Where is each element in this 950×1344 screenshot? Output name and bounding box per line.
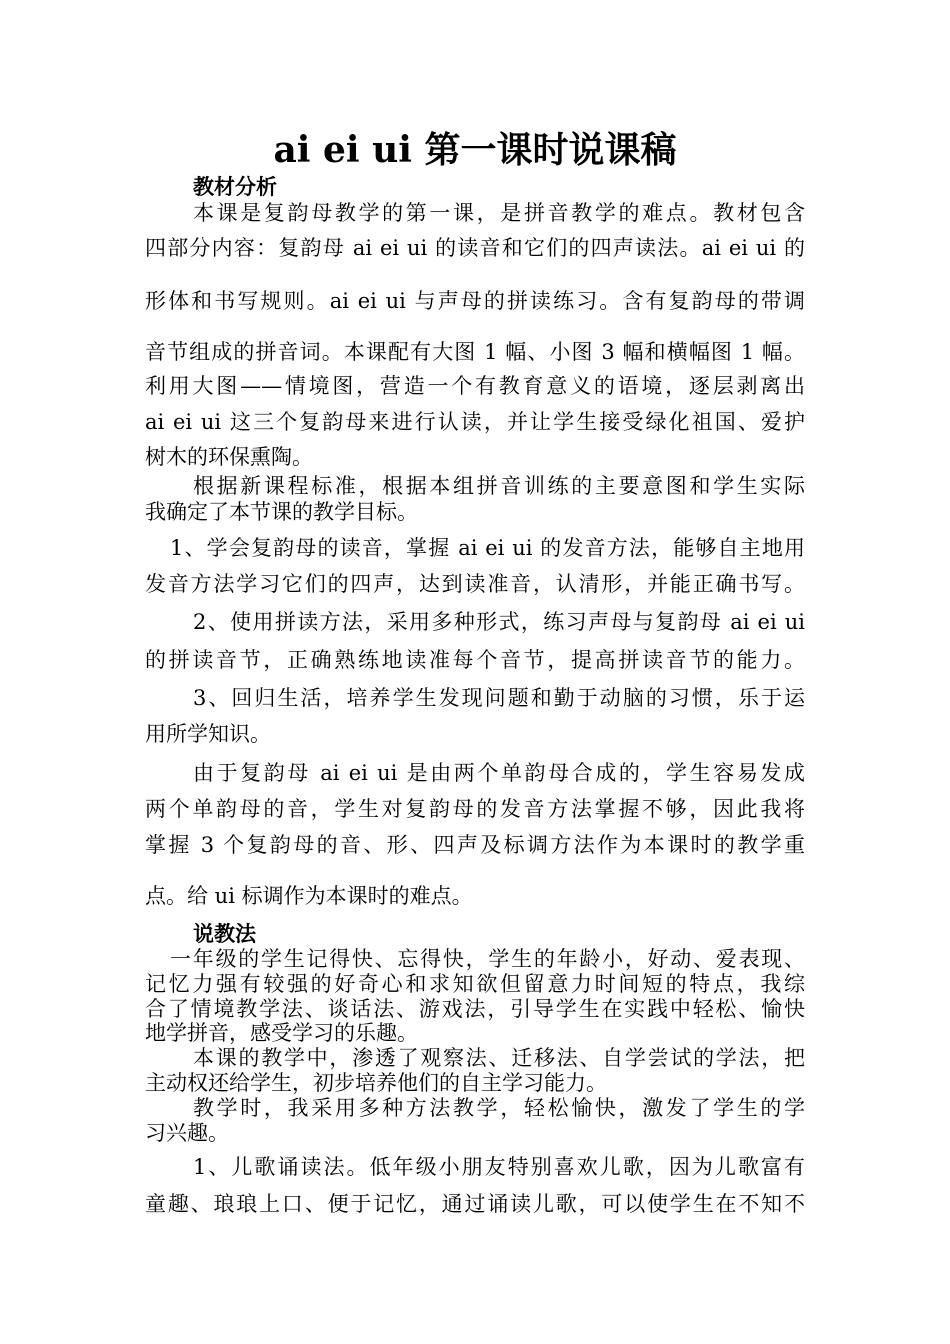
paragraph-line: 两个单韵母的音，学生对复韵母的发音方法掌握不够，因此我将 bbox=[145, 797, 805, 821]
paragraph-line: 记忆力强有较强的好奇心和求知欲但留意力时间短的特点，我综 bbox=[145, 972, 805, 996]
section-heading-teaching-methods: 说教法 bbox=[193, 921, 256, 946]
paragraph-line: 习兴趣。 bbox=[145, 1121, 229, 1145]
objective-line: 3、回归生活，培养学生发现问题和勤于动脑的习惯，乐于运 bbox=[193, 686, 805, 710]
paragraph-line: 本课的教学中，渗透了观察法、迁移法、自学尝试的学法，把 bbox=[193, 1046, 805, 1070]
paragraph-line: 四部分内容：复韵母 ai ei ui 的读音和它们的四声读法。ai ei ui 的 bbox=[145, 236, 805, 260]
paragraph-line: 1、儿歌诵读法。低年级小朋友特别喜欢儿歌，因为儿歌富有 bbox=[193, 1155, 805, 1179]
document-title: ai ei ui 第一课时说课稿 bbox=[273, 129, 677, 171]
paragraph-line: 我确定了本节课的教学目标。 bbox=[145, 500, 418, 524]
paragraph-line: 音节组成的拼音词。本课配有大图 1 幅、小图 3 幅和横幅图 1 幅。 bbox=[145, 340, 805, 364]
objective-line: 2、使用拼读方法，采用多种形式，练习声母与复韵母 ai ei ui bbox=[193, 610, 805, 634]
objective-line: 用所学知识。 bbox=[145, 722, 271, 746]
paragraph-line: 本课是复韵母教学的第一课，是拼音教学的难点。教材包含 bbox=[193, 201, 805, 225]
objective-line: 发音方法学习它们的四声，达到读准音，认清形，并能正确书写。 bbox=[145, 572, 805, 596]
paragraph-line: 教学时，我采用多种方法教学，轻松愉快，激发了学生的学 bbox=[193, 1096, 805, 1120]
paragraph-line: 树木的环保熏陶。 bbox=[145, 445, 313, 469]
objective-line: 1、学会复韵母的读音，掌握 ai ei ui 的发音方法，能够自主地用 bbox=[170, 536, 805, 560]
paragraph-line: 形体和书写规则。ai ei ui 与声母的拼读练习。含有复韵母的带调 bbox=[145, 289, 805, 313]
paragraph-line: 合了情境教学法、谈话法、游戏法，引导学生在实践中轻松、愉快 bbox=[145, 997, 805, 1021]
paragraph-line: 一年级的学生记得快、忘得快，学生的年龄小，好动、爱表现、 bbox=[170, 947, 805, 971]
section-heading-textbook-analysis: 教材分析 bbox=[193, 174, 277, 199]
paragraph-line: 根据新课程标准，根据本组拼音训练的主要意图和学生实际 bbox=[193, 474, 805, 498]
paragraph-line: ai ei ui 这三个复韵母来进行认读，并让学生接受绿化祖国、爱护 bbox=[145, 410, 805, 434]
paragraph-line: 地学拼音，感受学习的乐趣。 bbox=[145, 1021, 418, 1045]
paragraph-line: 点。给 ui 标调作为本课时的难点。 bbox=[145, 884, 473, 908]
paragraph-line: 由于复韵母 ai ei ui 是由两个单韵母合成的，学生容易发成 bbox=[193, 761, 805, 785]
objective-line: 的拼读音节，正确熟练地读准每个音节，提高拼读音节的能力。 bbox=[145, 648, 805, 672]
paragraph-line: 主动权还给学生，初步培养他们的自主学习能力。 bbox=[145, 1071, 607, 1095]
paragraph-line: 掌握 3 个复韵母的音、形、四声及标调方法作为本课时的教学重 bbox=[145, 833, 805, 857]
paragraph-line: 童趣、琅琅上口、便于记忆，通过诵读儿歌，可以使学生在不知不 bbox=[145, 1192, 805, 1216]
paragraph-line: 利用大图——情境图，营造一个有教育意义的语境，逐层剥离出 bbox=[145, 374, 805, 398]
